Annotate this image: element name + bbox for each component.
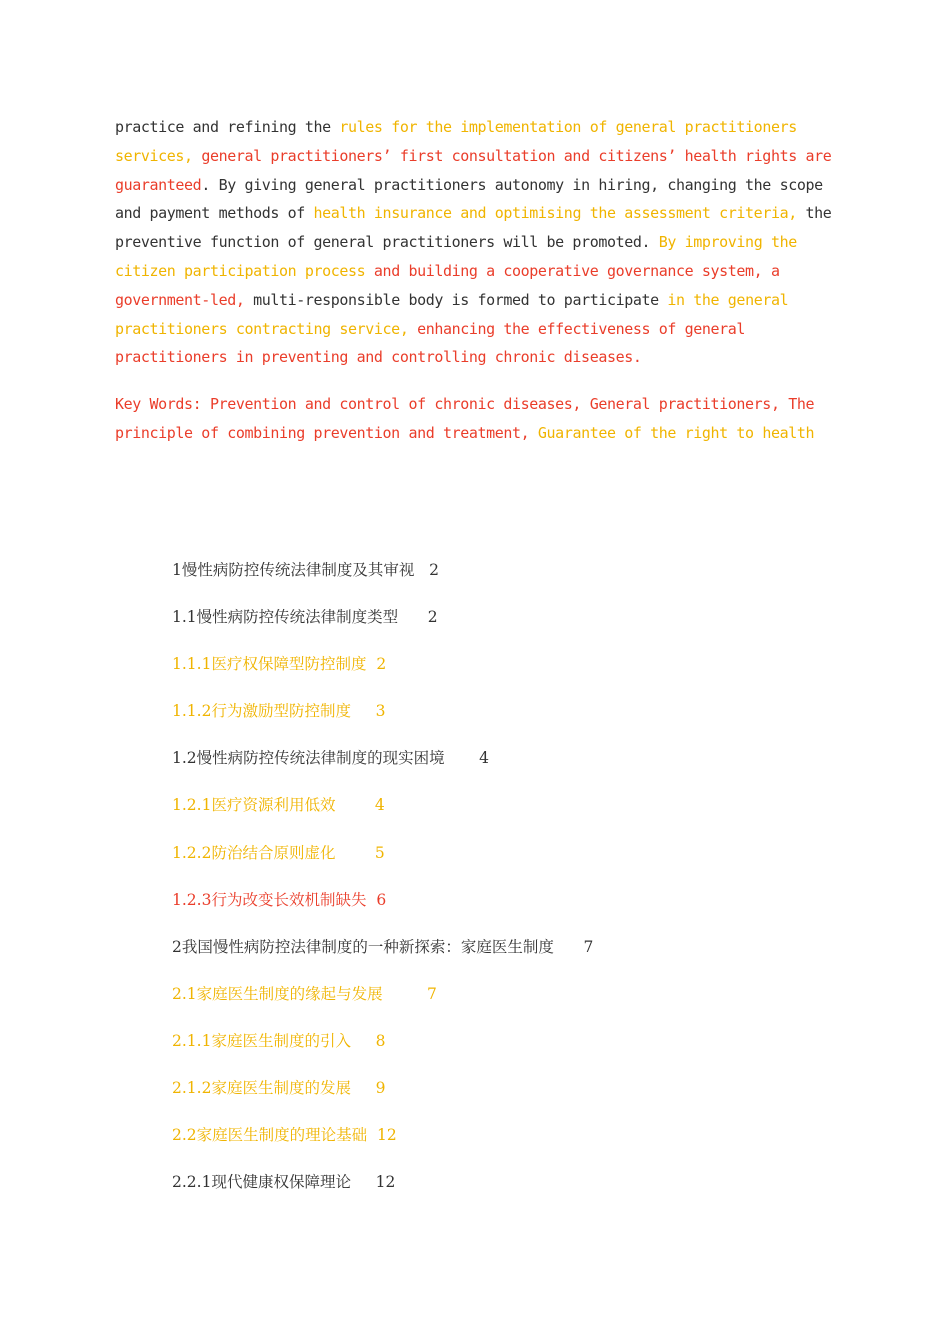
abstract-line bbox=[115, 113, 835, 142]
toc-entry-page: 7 bbox=[583, 937, 594, 956]
abstract-line-segment: rules for the implementation of general practitioners bbox=[339, 118, 797, 136]
abstract-block bbox=[115, 113, 835, 372]
toc-entry-page: 2 bbox=[376, 655, 387, 674]
abstract-line-segment: By improving the bbox=[658, 233, 797, 252]
toc-entry-title: 慢性病防控传统法律制度的现实困境 bbox=[196, 749, 445, 768]
abstract-line-segment: services, bbox=[115, 146, 202, 165]
abstract-line-segment: in the general bbox=[667, 290, 789, 309]
keywords-line bbox=[115, 390, 835, 419]
toc-entry[interactable] bbox=[172, 604, 772, 651]
toc-entry-page: 2 bbox=[427, 608, 438, 627]
abstract-line-segment: citizen participation process bbox=[115, 261, 366, 280]
toc-entry[interactable] bbox=[172, 792, 772, 839]
table-of-contents bbox=[172, 557, 772, 1216]
toc-entry-number: 1 bbox=[172, 561, 182, 579]
toc-entry-page: 12 bbox=[377, 1126, 397, 1145]
toc-entry-number: 1.1 bbox=[172, 608, 197, 627]
toc-entry-number: 1.2.2 bbox=[172, 843, 212, 862]
toc-entry-page: 4 bbox=[374, 796, 385, 815]
abstract-line bbox=[115, 315, 835, 344]
toc-entry[interactable] bbox=[172, 1028, 772, 1075]
abstract-line-segment: and payment methods of bbox=[115, 204, 314, 223]
toc-entry-page: 3 bbox=[375, 702, 386, 721]
toc-entry-number: 1.1.1 bbox=[172, 655, 212, 674]
toc-entry-page: 2 bbox=[429, 561, 440, 579]
abstract-line-segment: practitioners in preventing and controlling chronic diseases. bbox=[115, 348, 642, 367]
keywords-line-segment: principle of combining prevention and treatment, bbox=[115, 423, 538, 442]
toc-entry-title: 家庭医生制度的发展 bbox=[211, 1079, 351, 1098]
toc-entry[interactable] bbox=[172, 698, 772, 745]
toc-entry-title: 家庭医生制度的缘起与发展 bbox=[196, 984, 383, 1003]
keywords-block bbox=[115, 390, 835, 447]
toc-entry-number: 1.2.3 bbox=[172, 890, 212, 909]
abstract-line bbox=[115, 142, 835, 171]
abstract-line bbox=[115, 343, 835, 372]
abstract-line-segment: practitioners contracting service, bbox=[115, 319, 409, 338]
abstract-line bbox=[115, 199, 835, 228]
toc-entry-page: 4 bbox=[479, 749, 490, 768]
toc-entry-title: 我国慢性病防控法律制度的一种新探索：家庭医生制度 bbox=[181, 937, 554, 956]
abstract-line bbox=[115, 286, 835, 315]
keywords-line-segment: Guarantee of the right to health bbox=[537, 423, 815, 442]
toc-entry[interactable] bbox=[172, 651, 772, 698]
toc-entry-number: 2.2.1 bbox=[172, 1173, 212, 1192]
abstract-line-segment: preventive function of general practitioners will be promoted. bbox=[115, 233, 659, 252]
toc-entry-number: 1.1.2 bbox=[172, 702, 212, 721]
abstract-line-segment: and building a cooperative governance system, a bbox=[365, 261, 780, 280]
toc-entry-page: 6 bbox=[376, 890, 387, 909]
toc-entry-page: 9 bbox=[375, 1079, 386, 1098]
toc-entry-title: 行为激励型防控制度 bbox=[211, 702, 351, 721]
toc-entry[interactable] bbox=[172, 981, 772, 1028]
toc-entry-title: 医疗资源利用低效 bbox=[211, 796, 336, 815]
toc-entry-number: 2.1.2 bbox=[172, 1079, 212, 1098]
toc-entry[interactable] bbox=[172, 1122, 772, 1169]
keywords-line bbox=[115, 419, 835, 448]
toc-entry-number: 2 bbox=[172, 937, 182, 956]
toc-entry-title: 慢性病防控传统法律制度类型 bbox=[196, 608, 399, 627]
abstract-line bbox=[115, 257, 835, 286]
abstract-line-segment: practice and refining the bbox=[115, 118, 340, 136]
toc-entry-number: 2.2 bbox=[172, 1126, 197, 1145]
keywords-line-segment: Key Words: Prevention and control of chronic diseases, General practitioners, The bbox=[115, 395, 815, 413]
toc-entry-title: 防治结合原则虚化 bbox=[211, 843, 336, 862]
toc-entry-title: 家庭医生制度的理论基础 bbox=[196, 1126, 368, 1145]
abstract-line bbox=[115, 228, 835, 257]
toc-entry-page: 8 bbox=[375, 1031, 386, 1050]
abstract-line-segment: the bbox=[796, 204, 832, 223]
toc-entry-title: 行为改变长效机制缺失 bbox=[211, 890, 367, 909]
toc-entry-number: 1.2.1 bbox=[172, 796, 212, 815]
abstract-line-segment: enhancing the effectiveness of general bbox=[408, 319, 746, 338]
toc-entry-page: 7 bbox=[427, 984, 437, 1003]
toc-entry-number: 2.1.1 bbox=[172, 1031, 212, 1050]
abstract-line-segment: guaranteed bbox=[115, 175, 202, 194]
abstract-line-segment: government-led, bbox=[115, 290, 245, 309]
toc-entry[interactable] bbox=[172, 840, 772, 887]
toc-entry-title: 现代健康权保障理论 bbox=[211, 1173, 351, 1192]
abstract-line-segment: . By giving general practitioners autonomy in hiring, changing the scope bbox=[201, 175, 823, 194]
abstract-line-segment: health insurance and optimising the assessment criteria, bbox=[313, 204, 797, 223]
toc-entry-number: 2.1 bbox=[172, 984, 197, 1003]
abstract-line-segment: multi-responsible body is formed to participate bbox=[244, 290, 668, 309]
toc-entry[interactable] bbox=[172, 745, 772, 792]
toc-entry-title: 家庭医生制度的引入 bbox=[211, 1031, 351, 1050]
toc-entry-number: 1.2 bbox=[172, 749, 197, 768]
abstract-line-segment: general practitioners’ first consultation and citizens’ health rights are bbox=[201, 146, 832, 165]
toc-entry-title: 慢性病防控传统法律制度及其审视 bbox=[181, 561, 415, 579]
toc-entry[interactable] bbox=[172, 557, 772, 604]
toc-entry[interactable] bbox=[172, 934, 772, 981]
toc-entry-page: 5 bbox=[374, 843, 385, 862]
abstract-line bbox=[115, 171, 835, 200]
toc-entry-title: 医疗权保障型防控制度 bbox=[211, 655, 367, 674]
toc-entry[interactable] bbox=[172, 1075, 772, 1122]
toc-entry-page: 12 bbox=[375, 1173, 396, 1192]
toc-entry[interactable] bbox=[172, 1169, 772, 1216]
toc-entry[interactable] bbox=[172, 887, 772, 934]
